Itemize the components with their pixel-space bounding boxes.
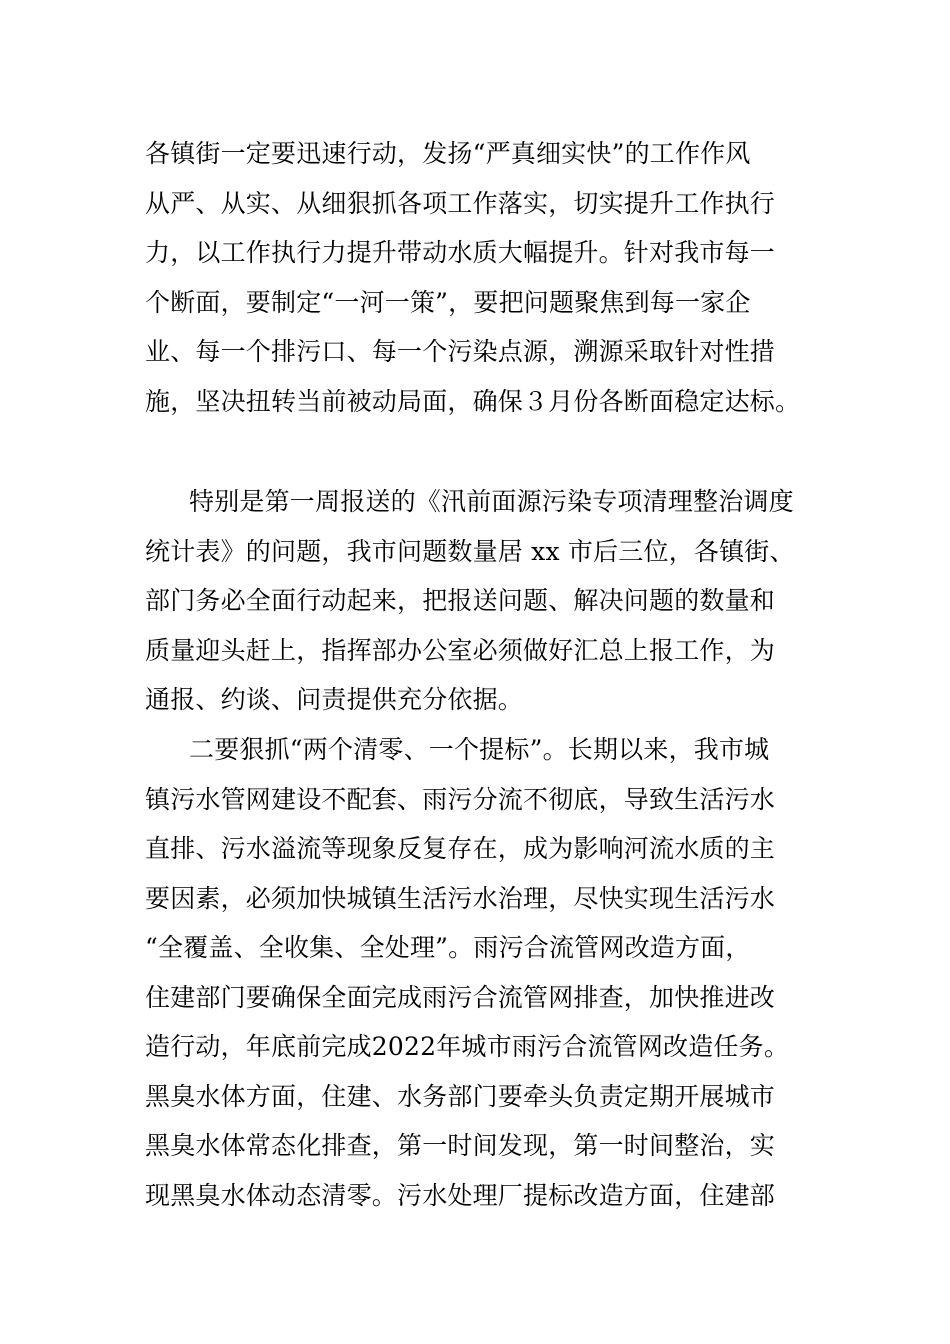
- text-line: 部门务必全面行动起来，把报送问题、解决问题的数量和: [145, 586, 776, 615]
- text-line: 二要狠抓“两个清零、一个提标”。长期以来，我市城: [189, 735, 770, 764]
- text-line: “全覆盖、全收集、全处理”。雨污合流管网改造方面，: [145, 933, 751, 962]
- text-line: 力，以工作执行力提升带动水质大幅提升。针对我市每一: [145, 238, 776, 267]
- text-line: 住建部门要确保全面完成雨污合流管网排查，加快推进改: [145, 982, 776, 1012]
- text-line: 统计表》的问题，我市问题数量居 xx 市后三位，各镇街、: [145, 536, 795, 566]
- paragraph-2: [145, 477, 825, 725]
- text-line: 从严、从实、从细狠抓各项工作落实，切实提升工作执行: [145, 188, 776, 218]
- text-line: 黑臭水体方面，住建、水务部门要牵头负责定期开展城市: [145, 1081, 776, 1111]
- text-line: 要因素，必须加快城镇生活污水治理，尽快实现生活污水: [145, 883, 776, 913]
- text-line: 特别是第一周报送的《汛前面源污染专项清理整治调度: [189, 487, 794, 516]
- text-line: 造行动，年底前完成2022年城市雨污合流管网改造任务。: [145, 1032, 790, 1061]
- text-line: 个断面，要制定“一河一策”，要把问题聚焦到每一家企: [145, 287, 751, 317]
- text-line: 直排、污水溢流等现象反复存在，成为影响河流水质的主: [145, 834, 776, 863]
- text-line: 质量迎头赶上，指挥部办公室必须做好汇总上报工作，为: [145, 635, 776, 665]
- paragraph-1: [145, 129, 825, 426]
- text-line: 施，坚决扭转当前被动局面，确保３月份各断面稳定达标。: [145, 386, 801, 416]
- text-line: 黑臭水体常态化排查，第一时间发现，第一时间整治，实: [145, 1131, 776, 1160]
- text-line: 各镇街一定要迅速行动，发扬“严真细实快”的工作作风: [145, 139, 751, 168]
- text-line: 现黑臭水体动态清零。污水处理厂提标改造方面，住建部: [145, 1180, 776, 1210]
- paragraph-3: [145, 725, 825, 1220]
- text-line: 镇污水管网建设不配套、雨污分流不彻底，导致生活污水: [145, 784, 776, 814]
- text-line: 业、每一个排污口、每一个污染点源，溯源采取针对性措: [145, 337, 776, 366]
- text-line: 通报、约谈、问责提供充分依据。: [145, 685, 524, 714]
